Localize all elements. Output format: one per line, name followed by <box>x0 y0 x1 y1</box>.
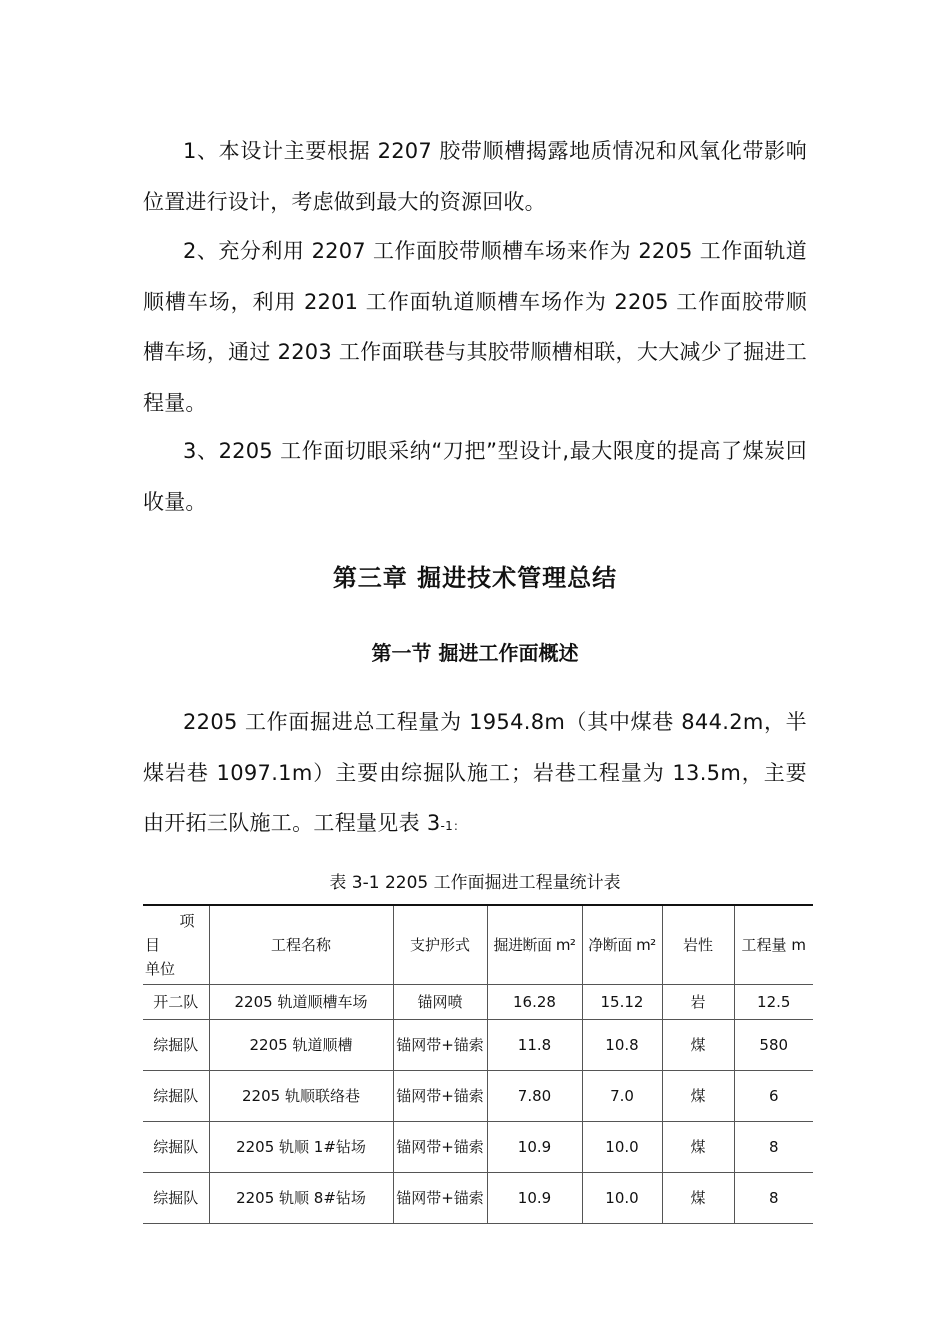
header-corner-bottom: 单位 <box>145 960 176 978</box>
cell-name: 2205 轨道顺槽 <box>209 1020 393 1071</box>
cell-net: 10.0 <box>582 1122 662 1173</box>
cell-name: 2205 轨顺联络巷 <box>209 1071 393 1122</box>
table-row <box>143 985 813 1020</box>
cell-dig: 11.8 <box>487 1020 582 1071</box>
table-ref-suffix: -1： <box>440 819 466 833</box>
cell-amount: 8 <box>734 1122 813 1173</box>
header-corner-mid: 目 <box>145 936 161 954</box>
cell-support: 锚网喷 <box>393 985 487 1020</box>
cell-unit: 综掘队 <box>143 1173 209 1224</box>
table-header-row <box>143 905 813 985</box>
cell-dig: 7.80 <box>487 1071 582 1122</box>
paragraph-yard-reuse: 2、充分利用 2207 工作面胶带顺槽车场来作为 2205 工作面轨道顺槽车场，利用 2201 工作面轨道顺槽车场作为 2205 工作面胶带顺槽车场，通过 2203 工作面联巷与其胶带顺槽相联，大大减少了掘进工程量。 <box>143 239 807 415</box>
paragraph-work-summary <box>143 697 807 852</box>
header-rock: 岩性 <box>662 905 734 985</box>
header-corner-top: 项 <box>179 912 195 930</box>
header-amount: 工程量 m <box>734 905 813 985</box>
cell-name: 2205 轨道顺槽车场 <box>209 985 393 1020</box>
cell-support: 锚网带+锚索 <box>393 1173 487 1224</box>
cell-net: 15.12 <box>582 985 662 1020</box>
cell-amount: 8 <box>734 1173 813 1224</box>
cell-rock: 岩 <box>662 985 734 1020</box>
cell-amount: 12.5 <box>734 985 813 1020</box>
table-row <box>143 1071 813 1122</box>
cell-name: 2205 轨顺 8#钻场 <box>209 1173 393 1224</box>
table-row <box>143 1173 813 1224</box>
cell-dig: 16.28 <box>487 985 582 1020</box>
table-caption: 表 3-1 2205 工作面掘进工程量统计表 <box>329 873 621 893</box>
cell-amount: 6 <box>734 1071 813 1122</box>
cell-rock: 煤 <box>662 1071 734 1122</box>
cell-amount: 580 <box>734 1020 813 1071</box>
cell-dig: 10.9 <box>487 1173 582 1224</box>
cell-unit: 综掘队 <box>143 1071 209 1122</box>
cell-support: 锚网带+锚索 <box>393 1122 487 1173</box>
cell-unit: 综掘队 <box>143 1020 209 1071</box>
cell-support: 锚网带+锚索 <box>393 1071 487 1122</box>
paragraph-cut-design: 3、2205 工作面切眼采纳“刀把”型设计,最大限度的提高了煤炭回收量。 <box>143 439 807 514</box>
cell-support: 锚网带+锚索 <box>393 1020 487 1071</box>
cell-net: 7.0 <box>582 1071 662 1122</box>
cell-rock: 煤 <box>662 1020 734 1071</box>
paragraph-work-summary-text: 2205 工作面掘进总工程量为 1954.8m（其中煤巷 844.2m，半煤岩巷 1097.1m）主要由综掘队施工；岩巷工程量为 13.5m，主要由开拓三队施工。工程量见表 3 <box>143 710 807 835</box>
header-section-dig: 掘进断面 m² <box>487 905 582 985</box>
cell-net: 10.0 <box>582 1173 662 1224</box>
paragraph-design-basis: 1、本设计主要根据 2207 胶带顺槽揭露地质情况和风氧化带影响位置进行设计，考虑做到最大的资源回收。 <box>143 139 807 214</box>
cell-name: 2205 轨顺 1#钻场 <box>209 1122 393 1173</box>
cell-net: 10.8 <box>582 1020 662 1071</box>
header-corner-cell <box>143 905 209 985</box>
header-support: 支护形式 <box>393 905 487 985</box>
header-name: 工程名称 <box>209 905 393 985</box>
cell-rock: 煤 <box>662 1173 734 1224</box>
cell-dig: 10.9 <box>487 1122 582 1173</box>
header-section-net: 净断面 m² <box>582 905 662 985</box>
chapter-title: 第三章 掘进技术管理总结 <box>332 564 618 592</box>
table-row <box>143 1020 813 1071</box>
cell-unit: 开二队 <box>143 985 209 1020</box>
work-quantity-table <box>143 904 813 1224</box>
cell-rock: 煤 <box>662 1122 734 1173</box>
table-row <box>143 1122 813 1173</box>
cell-unit: 综掘队 <box>143 1122 209 1173</box>
section-title: 第一节 掘进工作面概述 <box>371 641 579 665</box>
